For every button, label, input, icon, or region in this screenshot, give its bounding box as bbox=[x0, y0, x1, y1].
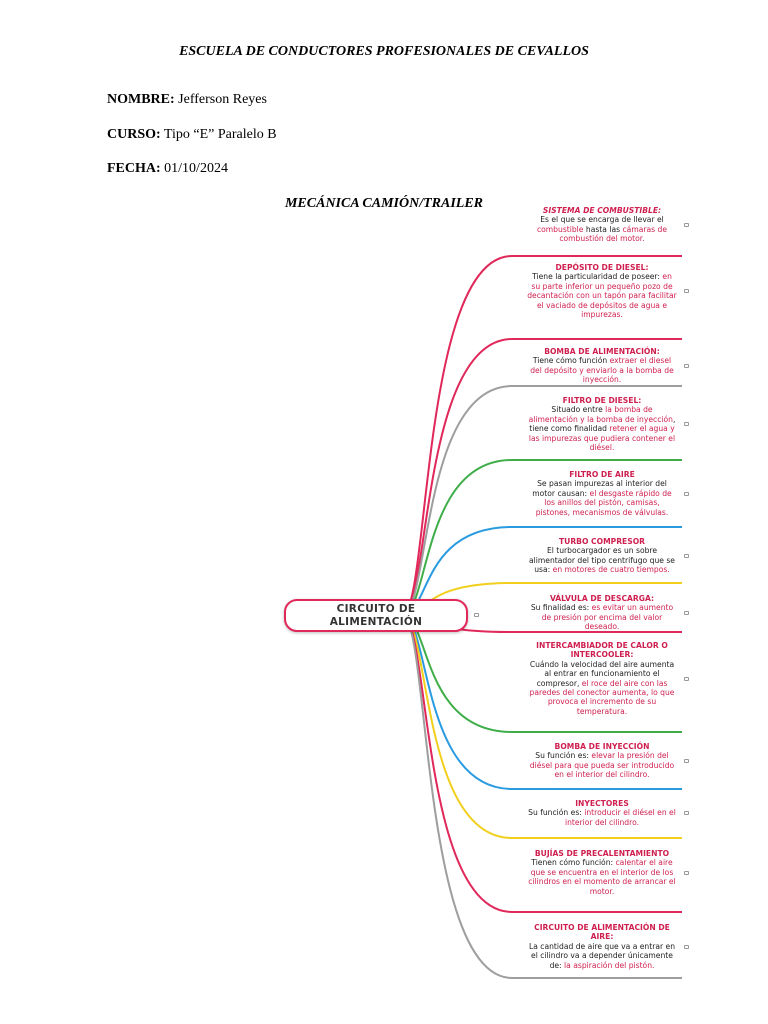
mindmap-root-label: CIRCUITO DE ALIMENTACIÓN bbox=[329, 603, 423, 628]
course-value: Tipo “E” Paralelo B bbox=[163, 127, 277, 142]
node-highlight-text: la aspiración del pistón. bbox=[564, 960, 655, 970]
node-title: DEPÓSITO DE DIESEL: bbox=[555, 263, 649, 272]
date-label: FECHA: bbox=[107, 161, 161, 176]
node-body bbox=[527, 808, 677, 827]
node-title: INYECTORES bbox=[575, 799, 629, 808]
node-highlight-text: introducir el diésel en el interior del cilindro. bbox=[564, 808, 676, 827]
node-collapse-icon-11[interactable] bbox=[684, 871, 689, 875]
node-collapse-icon-12[interactable] bbox=[684, 945, 689, 949]
node-body bbox=[527, 751, 677, 779]
node-text: , tiene como finalidad bbox=[529, 414, 676, 434]
mindmap-node-6[interactable] bbox=[527, 537, 677, 575]
name-value: Jefferson Reyes bbox=[178, 92, 267, 107]
course-label: CURSO: bbox=[107, 127, 161, 142]
mindmap-node-12[interactable] bbox=[527, 923, 677, 970]
node-highlight-text: la bomba de alimentación y la bomba de inyección bbox=[528, 405, 673, 424]
mindmap-node-7[interactable] bbox=[527, 594, 677, 632]
node-collapse-icon-1[interactable] bbox=[684, 223, 689, 227]
node-title: FILTRO DE AIRE bbox=[569, 470, 635, 479]
school-name: ESCUELA DE CONDUCTORES PROFESIONALES DE CEVALLOS bbox=[179, 44, 589, 59]
node-highlight-text: en su parte inferior un pequeño pozo de decantación con un tapón para facilitar el vaciado de depósitos de agua e impurezas. bbox=[527, 272, 677, 320]
node-text: hasta las bbox=[583, 224, 623, 234]
node-body bbox=[527, 546, 677, 574]
mindmap-node-5[interactable] bbox=[527, 470, 677, 517]
node-body bbox=[527, 858, 677, 896]
node-collapse-icon-7[interactable] bbox=[684, 611, 689, 615]
root-collapse-icon[interactable] bbox=[474, 613, 479, 617]
node-highlight-text: retener el agua y las impurezas que pudiera contener el diésel. bbox=[528, 424, 676, 453]
mindmap-node-1[interactable] bbox=[527, 206, 677, 244]
node-text: El turbocargador es un sobre alimentador del tipo centrifugo que se usa: bbox=[529, 546, 675, 575]
node-text: La cantidad de aire que va a entrar en el cilindro va a depender únicamente de: bbox=[528, 941, 676, 970]
node-highlight-text: en motores de cuatro tiempos. bbox=[552, 565, 670, 575]
node-text: Su función es: bbox=[535, 751, 592, 761]
mindmap-node-8[interactable] bbox=[527, 641, 677, 716]
node-title: CIRCUITO DE ALIMENTACIÓN DE AIRE: bbox=[534, 923, 670, 942]
mindmap-node-2[interactable] bbox=[527, 263, 677, 319]
node-title: BOMBA DE ALIMENTACIÓN: bbox=[544, 347, 660, 356]
node-text: Cuándo la velocidad del aire aumenta al entrar en funcionamiento el compresor, bbox=[529, 659, 675, 688]
node-text: Tiene la particularidad de poseer: bbox=[532, 272, 663, 282]
node-title: SISTEMA DE COMBUSTIBLE: bbox=[542, 206, 662, 215]
node-body bbox=[527, 215, 677, 243]
mindmap-node-9[interactable] bbox=[527, 742, 677, 780]
node-collapse-icon-5[interactable] bbox=[684, 492, 689, 496]
node-text: Su finalidad es: bbox=[530, 603, 592, 613]
node-highlight-text: el desgaste rápido de los anillos del pistón, camisas, pistones, mecanismos de válvulas. bbox=[535, 488, 672, 517]
node-title: INTERCAMBIADOR DE CALOR O INTERCOOLER: bbox=[536, 641, 668, 660]
mindmap-root-node[interactable] bbox=[284, 599, 468, 632]
node-body bbox=[527, 603, 677, 631]
node-highlight-text: combustible bbox=[536, 224, 584, 234]
mindmap-node-4[interactable] bbox=[527, 396, 677, 452]
node-highlight-text: el roce del aire con las paredes del conector aumenta, lo que provoca el incremento de su temperatura. bbox=[529, 678, 675, 716]
node-text: Se pasan impurezas al interior del motor causan: bbox=[532, 479, 667, 498]
node-collapse-icon-2[interactable] bbox=[684, 289, 689, 293]
mindmap-node-3[interactable] bbox=[527, 347, 677, 385]
node-highlight-text: cámaras de combustión del motor. bbox=[559, 224, 668, 244]
node-body bbox=[527, 272, 677, 319]
node-highlight-text: elevar la presión del diésel para que pueda ser introducido en el interior del cilindro. bbox=[529, 751, 675, 780]
node-collapse-icon-6[interactable] bbox=[684, 554, 689, 558]
node-body bbox=[527, 356, 677, 384]
node-collapse-icon-9[interactable] bbox=[684, 759, 689, 763]
mindmap-node-10[interactable] bbox=[527, 799, 677, 827]
node-text: Situado entre bbox=[551, 405, 606, 415]
node-highlight-text: es evitar un aumento de presión por encima del valor deseado. bbox=[541, 603, 674, 632]
node-collapse-icon-4[interactable] bbox=[684, 422, 689, 426]
document-title: MECÁNICA CAMIÓN/TRAILER bbox=[284, 196, 483, 211]
node-title: BUJÍAS DE PRECALENTAMIENTO bbox=[534, 849, 670, 858]
node-collapse-icon-3[interactable] bbox=[684, 364, 689, 368]
name-label: NOMBRE: bbox=[107, 92, 175, 107]
node-title: VÁLVULA DE DESCARGA: bbox=[549, 594, 655, 603]
node-text: Es el que se encarga de llevar el bbox=[540, 215, 664, 225]
node-title: FILTRO DE DIESEL: bbox=[562, 396, 642, 405]
node-collapse-icon-8[interactable] bbox=[684, 677, 689, 681]
node-title: BOMBA DE INYECCIÓN bbox=[554, 742, 650, 751]
node-body bbox=[527, 660, 677, 716]
date-value: 01/10/2024 bbox=[164, 161, 228, 176]
node-collapse-icon-10[interactable] bbox=[684, 811, 689, 815]
node-title: TURBO COMPRESOR bbox=[558, 537, 646, 546]
node-text: Tienen cómo función: bbox=[531, 858, 616, 868]
node-text: Tiene cómo función bbox=[532, 356, 610, 366]
node-body bbox=[527, 405, 677, 452]
node-highlight-text: extraer el diesel del depósito y enviarlo a la bomba de inyección. bbox=[530, 356, 674, 385]
node-highlight-text: calentar el aire que se encuentra en el interior de los cilindros en el momento de arrancar el motor. bbox=[528, 858, 676, 896]
node-text: Su función es: bbox=[528, 808, 585, 818]
node-body bbox=[527, 942, 677, 970]
node-body bbox=[527, 479, 677, 517]
mindmap-node-11[interactable] bbox=[527, 849, 677, 896]
